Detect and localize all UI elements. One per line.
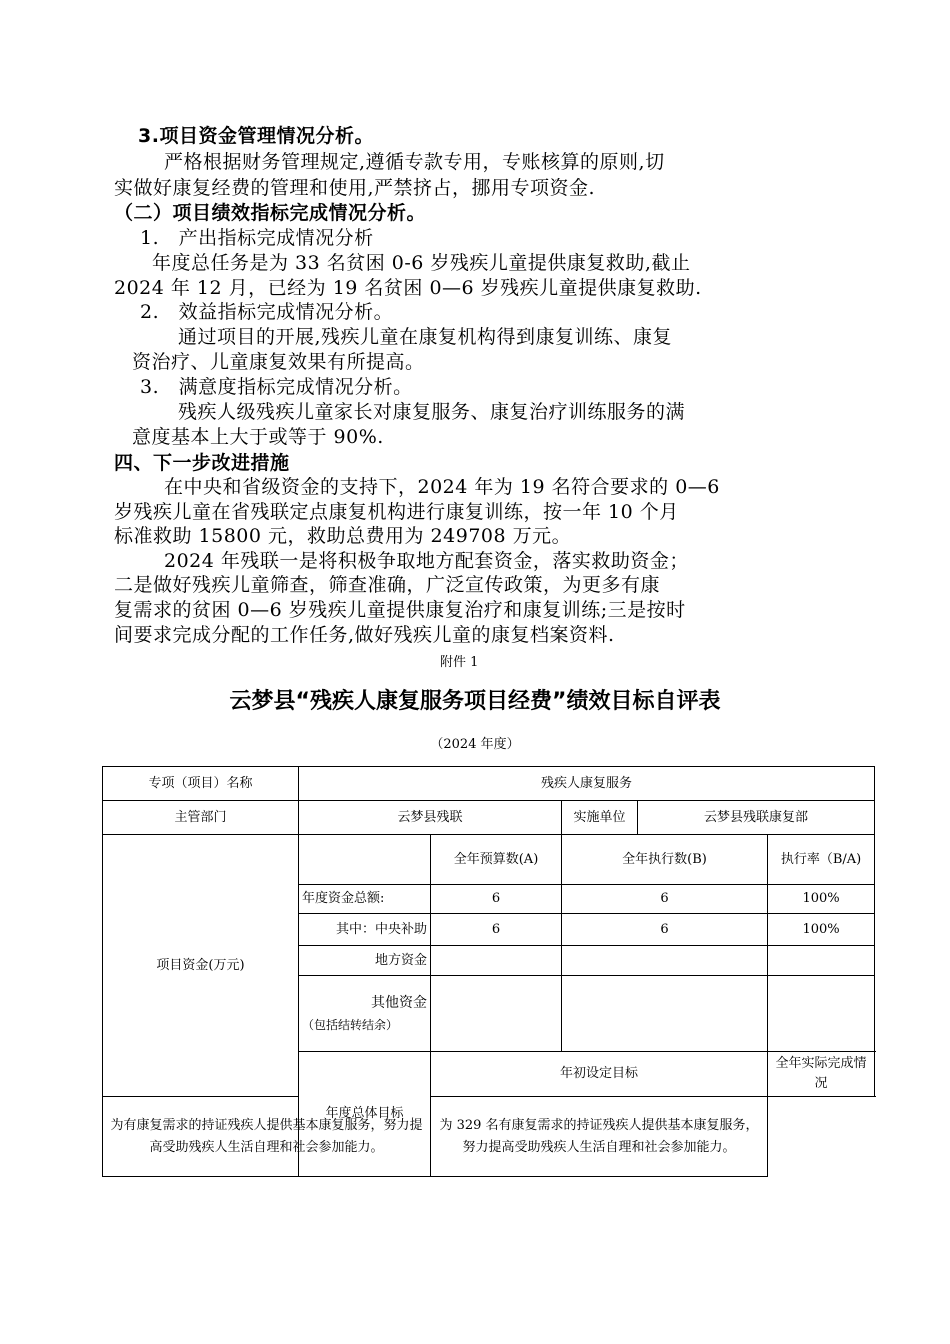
- section-heading-fund-management: 3.项目资金管理情况分析。: [138, 125, 374, 147]
- subheading-output: 1. 产出指标完成情况分析: [140, 227, 374, 249]
- paragraph-line: 意度基本上大于或等于 90%.: [132, 426, 384, 448]
- row-rate: [768, 946, 875, 976]
- col-rate-header: 执行率（B/A): [768, 835, 875, 885]
- other-funds-note: （包括结转结余）: [302, 1017, 399, 1032]
- col-budget-header: 全年预算数(A): [431, 835, 562, 885]
- project-name-label: 专项（项目）名称: [103, 767, 299, 801]
- section-heading-next-steps: 四、下一步改进措施: [114, 452, 290, 474]
- empty-header-cell: [299, 835, 431, 885]
- paragraph-line: 间要求完成分配的工作任务,做好残疾儿童的康复档案资料.: [114, 624, 615, 646]
- paragraph-line: 通过项目的开展,残疾儿童在康复机构得到康复训练、康复: [178, 326, 673, 348]
- row-rate: 100%: [768, 885, 875, 914]
- other-funds-cell: [299, 976, 431, 1052]
- performance-table: [102, 766, 875, 1177]
- row-label: 地方资金: [299, 946, 431, 976]
- subheading-benefit: 2. 效益指标完成情况分析。: [140, 301, 394, 323]
- goal-actual-header: 全年实际完成情况: [768, 1052, 875, 1097]
- paragraph-line: 二是做好残疾儿童筛查，筛查准确，广泛宣传政策，为更多有康: [114, 574, 661, 596]
- funds-label: 项目资金(万元): [103, 835, 299, 1097]
- other-funds-rate: [768, 976, 875, 1052]
- paragraph-line: 资治疗、儿童康复效果有所提高。: [132, 351, 425, 373]
- paragraph-line: 在中央和省级资金的支持下，2024 年为 19 名符合要求的 0—6: [164, 476, 720, 498]
- row-label: 其中：中央补助: [299, 914, 431, 946]
- paragraph-line: 2024 年 12 月，已经为 19 名贫困 0—6 岁残疾儿童提供康复救助.: [114, 277, 702, 299]
- col-exec-header: 全年执行数(B): [562, 835, 768, 885]
- paragraph-line: 年度总任务是为 33 名贫困 0-6 岁残疾儿童提供康复救助,截止: [152, 252, 691, 274]
- impl-label: 实施单位: [562, 801, 638, 835]
- dept-label: 主管部门: [103, 801, 299, 835]
- row-exec: [562, 946, 768, 976]
- paragraph-line: 残疾人级残疾儿童家长对康复服务、康复治疗训练服务的满: [178, 401, 686, 423]
- dept-value: 云梦县残联: [299, 801, 562, 835]
- paragraph-line: 复需求的贫困 0—6 岁残疾儿童提供康复治疗和康复训练;三是按时: [114, 599, 686, 621]
- form-year: （2024 年度）: [430, 737, 520, 752]
- impl-value: 云梦县残联康复部: [638, 801, 875, 835]
- other-funds-budget: [431, 976, 562, 1052]
- row-exec: 6: [562, 885, 768, 914]
- row-exec: 6: [562, 914, 768, 946]
- row-budget: 6: [431, 914, 562, 946]
- goal-set-header: 年初设定目标: [431, 1052, 768, 1097]
- row-budget: [431, 946, 562, 976]
- goal-label: 年度总体目标: [299, 1052, 431, 1177]
- paragraph-line: 2024 年残联一是将积极争取地方配套资金，落实救助资金；: [164, 550, 689, 572]
- paragraph-line: 岁残疾儿童在省残联定点康复机构进行康复训练，按一年 10 个月: [114, 501, 679, 523]
- form-title: 云梦县“残疾人康复服务项目经费”绩效目标自评表: [229, 689, 721, 714]
- other-funds-exec: [562, 976, 768, 1052]
- goal-set-text: 为有康复需求的持证残疾人提供基本康复服务，努力提高受助残疾人生活自理和社会参加能力。: [103, 1097, 431, 1177]
- goal-actual-text: 为 329 名有康复需求的持证残疾人提供基本康复服务，努力提高受助残疾人生活自理和社会参加能力。: [431, 1097, 768, 1177]
- subheading-satisfaction: 3. 满意度指标完成情况分析。: [140, 376, 413, 398]
- paragraph-line: 实做好康复经费的管理和使用,严禁挤占，挪用专项资金.: [114, 177, 596, 199]
- project-name-value: 残疾人康复服务: [299, 767, 875, 801]
- row-budget: 6: [431, 885, 562, 914]
- attachment-label: 附件 1: [440, 655, 479, 670]
- row-rate: 100%: [768, 914, 875, 946]
- row-label: 年度资金总额:: [299, 885, 431, 914]
- section-heading-indicators: （二）项目绩效指标完成情况分析。: [114, 202, 427, 224]
- paragraph-line: 标准救助 15800 元，救助总费用为 249708 万元。: [114, 525, 572, 547]
- paragraph-line: 严格根据财务管理规定,遵循专款专用，专账核算的原则,切: [164, 151, 665, 173]
- other-funds-label: 其他资金: [371, 994, 428, 1011]
